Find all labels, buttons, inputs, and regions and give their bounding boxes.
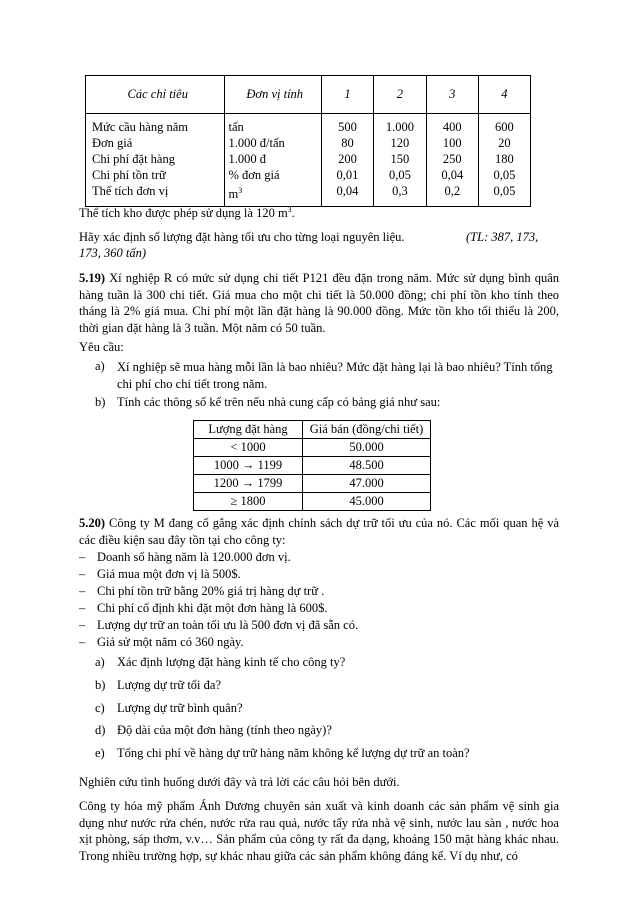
exercise-body: Xí nghiệp R có mức sử dụng chi tiết P121 đều đặn trong năm. Mức sử dụng bình quân hàng tuần là 300 chi tiết. Giá mua cho một chi tiết là 50.000 đồng; chi phí tồn kho tính theo tháng là 2% giá mua. Chi phí một lần đặt hàng là 90.000 đồng. Mức tồn kho tối thiểu là 200, thời gian đặt hàng là 3 tuần. Một năm có 50 tuần. [79, 271, 559, 335]
criteria-item: Thể tích đơn vị [92, 184, 169, 198]
value-cell: 0,04 [336, 184, 359, 198]
table-row [194, 457, 431, 475]
bullet-item: Doanh số hàng năm là 120.000 đơn vị. [97, 550, 291, 564]
values-col-4 [478, 114, 530, 207]
task-text: Hãy xác định số lượng đặt hàng tối ưu cho từng loại nguyên liệu. [79, 230, 405, 244]
price-cell: 50.000 [303, 439, 431, 457]
price-cell: 48.500 [303, 457, 431, 475]
header-unit: Đơn vị tính [224, 76, 321, 114]
unit-item [229, 183, 321, 202]
item-text: Xí nghiệp sẽ mua hàng mỗi lần là bao nhiêu? Mức đặt hàng lại là bao nhiêu? Tính tổng chi phí cho chi tiết trong năm. [117, 360, 553, 391]
bullet-item: Giá mua một đơn vị là 500$. [97, 567, 241, 581]
exercise-5-20-text [79, 515, 559, 548]
price-cell: 45.000 [303, 493, 431, 511]
header-quantity: Lượng đặt hàng [194, 421, 303, 439]
question-label: a) [95, 655, 105, 669]
criteria-item: Đơn giá [92, 136, 133, 150]
values-col-3 [426, 114, 478, 207]
value-cell: 100 [442, 136, 462, 150]
warehouse-volume-main: Thể tích kho được phép sử dụng là 120 m [79, 206, 288, 221]
question-text: Xác định lượng đặt hàng kinh tế cho công ty? [117, 655, 346, 669]
value-cell: 1.000 [385, 120, 414, 134]
header-col-2: 2 [374, 76, 427, 114]
value-cell: 0,05 [493, 184, 516, 198]
table-header-row [194, 421, 431, 439]
question-text: Tổng chi phí về hàng dự trữ hàng năm không kể lượng dự trữ an toàn? [117, 746, 470, 760]
unit-item: 1.000 đ [228, 152, 266, 166]
value-cell: 0,01 [336, 168, 359, 182]
case-study-intro: Nghiên cứu tình huống dưới đây và trả lời các câu hỏi bên dưới. [79, 775, 400, 789]
bullet-item: Chi phí cố định khi đặt một đơn hàng là 600$. [97, 601, 328, 615]
bullet-dash: – [79, 635, 86, 649]
values-col-1 [321, 114, 373, 207]
header-col-3: 3 [426, 76, 478, 114]
question-text: Lượng dự trữ tối đa? [117, 678, 221, 692]
warehouse-volume-period: . [291, 206, 295, 221]
exercise-number: 5.20) [79, 516, 106, 530]
unit-item: 1.000 đ/tấn [228, 136, 285, 150]
question-label: c) [95, 701, 105, 715]
question-label: e) [95, 746, 105, 760]
value-cell: 180 [495, 152, 514, 166]
value-cell: 0,04 [441, 168, 464, 182]
table-row [194, 475, 431, 493]
product-parameters-table [85, 75, 531, 207]
exercise-number: 5.19) [79, 271, 106, 285]
value-cell: 80 [341, 136, 354, 150]
value-cell: 150 [390, 152, 410, 166]
value-cell: 20 [498, 136, 511, 150]
question-text: Lượng dự trữ bình quân? [117, 701, 243, 715]
quantity-cell: < 1000 [194, 439, 303, 457]
value-cell: 200 [338, 152, 357, 166]
criteria-item: Chi phí tồn trữ [92, 168, 166, 182]
table-header-row [86, 76, 531, 114]
header-price: Giá bán (đồng/chi tiết) [303, 421, 431, 439]
quantity-cell: 1000 → 1199 [194, 457, 303, 475]
quantity-cell: 1200 → 1799 [194, 475, 303, 493]
quantity-cell: ≥ 1800 [194, 493, 303, 511]
requirement-label: Yêu cầu: [79, 340, 124, 354]
price-cell: 47.000 [303, 475, 431, 493]
criteria-item: Chi phí đặt hàng [92, 152, 175, 166]
question-text: Độ dài của một đơn hàng (tính theo ngày)? [117, 723, 332, 737]
table-row [194, 439, 431, 457]
header-criteria: Các chỉ tiêu [86, 76, 225, 114]
question-label: d) [95, 723, 106, 737]
bullet-dash: – [79, 584, 86, 598]
value-cell: 600 [495, 120, 514, 134]
unit-item-cubic-meter: $m^3$ [228, 186, 243, 202]
item-text: Tính các thông số kể trên nếu nhà cung cấp có bảng giá như sau: [117, 395, 441, 409]
question-label: b) [95, 678, 106, 692]
table-body-row [86, 114, 531, 207]
bullet-dash: – [79, 567, 86, 581]
warehouse-volume-text [79, 205, 295, 221]
bullet-dash: – [79, 601, 86, 615]
value-cell: 0,05 [493, 168, 516, 182]
value-cell: 120 [390, 136, 410, 150]
value-cell: 0,05 [388, 168, 411, 182]
exercise-5-19-text [79, 270, 559, 336]
criteria-item: Mức cầu hàng năm [92, 120, 188, 134]
answer-reference-line2: 173, 360 tấn) [79, 246, 147, 260]
value-cell: 0,3 [392, 184, 408, 198]
warehouse-volume-superscript: 3 [287, 205, 292, 214]
unit-cell [224, 114, 321, 207]
bullet-dash: – [79, 618, 86, 632]
criteria-cell [86, 114, 225, 207]
bullet-dash: – [79, 550, 86, 564]
case-study-text: Công ty hóa mỹ phẩm Ánh Dương chuyên sản xuất và kinh doanh các sản phẩm vệ sinh gia dụng như nước rửa chén, nước rửa rau quả, nước tẩy rửa nhà vệ sinh, nước lau sàn , nước hoa xịt phòng, sáp thơm, v.v… Sản phẩm của công ty rất đa dạng, khoảng 150 mặt hàng khác nhau. Trong nhiều trường hợp, sự khác nhau giữa các sản phẩm không đáng kể. Ví dụ như, có [79, 799, 559, 863]
header-col-4: 4 [478, 76, 530, 114]
value-cell: 400 [442, 120, 462, 134]
value-cell: 0,2 [444, 184, 461, 198]
table-row [194, 493, 431, 511]
item-label: a) [95, 359, 105, 373]
value-cell: 250 [442, 152, 462, 166]
answer-reference-line1: (TL: 387, 173, [466, 230, 539, 244]
item-label: b) [95, 395, 106, 409]
header-col-1: 1 [321, 76, 373, 114]
bullet-item: Lượng dự trữ an toàn tối ưu là 500 đơn vị đã sẵn có. [97, 618, 359, 632]
bullet-item: Chi phí tồn trữ bằng 20% giá trị hàng dự trữ . [97, 584, 325, 598]
unit-item: % đơn giá [228, 168, 280, 182]
exercise-body: Công ty M đang cố gắng xác định chính sách dự trữ tối ưu của nó. Các mối quan hệ và các điều kiện sau đây tồn tại cho công ty: [79, 516, 559, 547]
value-cell: 500 [338, 120, 357, 134]
values-col-2 [374, 114, 427, 207]
price-table [193, 420, 431, 511]
bullet-item: Giả sử một năm có 360 ngày. [97, 635, 244, 649]
unit-item: tấn [228, 120, 244, 134]
